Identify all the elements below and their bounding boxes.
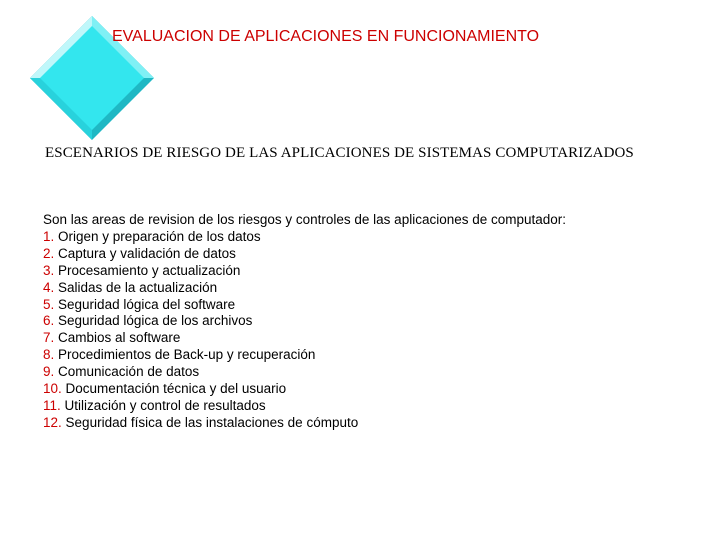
list-item-text: Origen y preparación de los datos xyxy=(58,228,261,244)
list-item-text: Comunicación de datos xyxy=(58,364,200,380)
list-item xyxy=(43,263,566,280)
list-item xyxy=(43,246,566,263)
list-item xyxy=(43,415,566,432)
list-item xyxy=(43,381,566,398)
list-item-text: Procedimientos de Back-up y recuperación xyxy=(58,347,316,363)
list-item-text: Procesamiento y actualización xyxy=(58,262,241,278)
list-item-text: Documentación técnica y del usuario xyxy=(65,381,287,397)
list-item xyxy=(43,364,566,381)
list-item-number: 7. xyxy=(43,330,55,346)
content-body xyxy=(43,212,566,432)
list-item-number: 5. xyxy=(43,296,55,312)
list-item xyxy=(43,330,566,347)
list-item-text: Captura y validación de datos xyxy=(58,245,236,261)
list-item-number: 12. xyxy=(43,414,62,430)
intro-text: Son las areas de revision de los riesgos y controles de las aplicaciones de computador: xyxy=(43,212,567,227)
list-item xyxy=(43,313,566,330)
slide-title: EVALUACION DE APLICACIONES EN FUNCIONAMIENTO xyxy=(112,28,540,45)
list-item-number: 8. xyxy=(43,347,55,363)
list-item-text: Utilización y control de resultados xyxy=(64,397,266,413)
slide-subtitle: ESCENARIOS DE RIESGO DE LAS APLICACIONES DE SISTEMAS COMPUTARIZADOS xyxy=(45,145,634,161)
list-item-number: 11. xyxy=(43,397,61,413)
list-item xyxy=(43,347,566,364)
list-item-text: Seguridad lógica de los archivos xyxy=(58,313,253,329)
list-item xyxy=(43,280,566,297)
list-item xyxy=(43,297,566,314)
list-item-number: 10. xyxy=(43,381,62,397)
list-item xyxy=(43,229,566,246)
list-item-number: 2. xyxy=(43,245,55,261)
list-item-number: 3. xyxy=(43,262,55,278)
list-item-text: Seguridad lógica del software xyxy=(58,296,236,312)
list-item-number: 9. xyxy=(43,364,55,380)
list-item-text: Cambios al software xyxy=(58,330,181,346)
list-item xyxy=(43,398,566,415)
list-item-text: Salidas de la actualización xyxy=(58,279,218,295)
list-item-number: 1. xyxy=(43,228,55,244)
list-item-number: 4. xyxy=(43,279,55,295)
list-item-number: 6. xyxy=(43,313,55,329)
list-item-text: Seguridad física de las instalaciones de cómputo xyxy=(65,414,359,430)
